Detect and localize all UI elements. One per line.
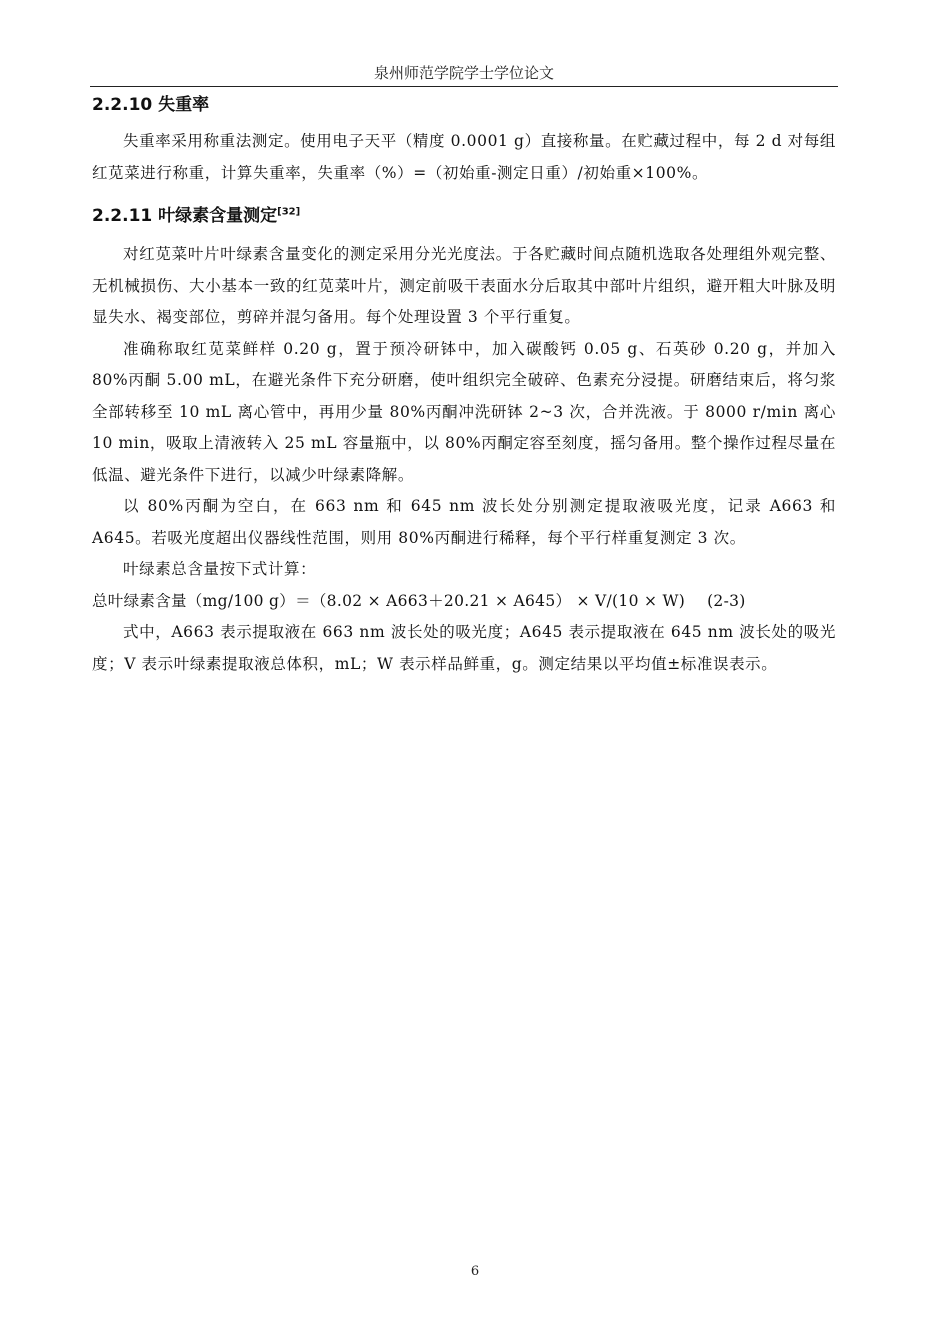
paragraph-measurement: 以 80%丙酮为空白，在 663 nm 和 645 nm 波长处分别测定提取液吸光度，记录 A663 和 A645。若吸光度超出仪器线性范围，则用 80%丙酮进行稀释，每个平行样重复测定 3 次。 — [92, 497, 836, 547]
running-header — [90, 62, 838, 87]
running-header-title: 泉州师范学院学士学位论文 — [373, 64, 554, 82]
citation-ref: [32] — [277, 206, 301, 218]
page-number: 6 — [470, 1264, 480, 1279]
section-heading-text: 2.2.11 叶绿素含量测定 — [92, 206, 278, 226]
paragraph-sampling: 对红苋菜叶片叶绿素含量变化的测定采用分光光度法。于各贮藏时间点随机选取各处理组外观完整、无机械损伤、大小基本一致的红苋菜叶片，测定前吸干表面水分后取其中部叶片组织，避开粗大叶脉及明显失水、褐变部位，剪碎并混匀备用。每个处理设置 3 个平行重复。 — [92, 245, 836, 326]
paragraph-weight-loss-method: 失重率采用称重法测定。使用电子天平（精度 0.0001 g）直接称量。在贮藏过程中，每 2 d 对每组红苋菜进行称重，计算失重率，失重率（%）=（初始重-测定日重）/初始重×100%。 — [92, 132, 836, 182]
formula-expression: 总叶绿素含量（mg/100 g）＝（8.02 × A663＋20.21 × A645） × V/(10 × W) — [92, 591, 686, 610]
section-heading-text: 2.2.10 失重率 — [92, 95, 210, 115]
equation-number: (2-3) — [707, 591, 746, 610]
paragraph-extraction: 准确称取红苋菜鲜样 0.20 g，置于预冷研钵中，加入碳酸钙 0.05 g、石英砂 0.20 g，并加入 80%丙酮 5.00 mL，在避光条件下充分研磨，使叶组织完全破碎、色素充分浸提。研磨结束后，将匀浆全部转移至 10 mL 离心管中，再用少量 80%丙酮冲洗研钵 2~3 次，合并洗液。于 8000 r/min 离心 10 min，吸取上清液转入 25 mL 容量瓶中，以 80%丙酮定容至刻度，摇匀备用。整个操作过程尽量在低温、避光条件下进行，以减少叶绿素降解。 — [92, 339, 836, 484]
section-heading-weight-loss — [92, 92, 836, 118]
page-content — [92, 92, 836, 680]
paragraph-formula-intro: 叶绿素总含量按下式计算： — [123, 560, 317, 578]
chlorophyll-formula — [92, 586, 836, 618]
section-heading-chlorophyll — [92, 203, 836, 229]
paragraph-formula-explanation: 式中，A663 表示提取液在 663 nm 波长处的吸光度；A645 表示提取液在 645 nm 波长处的吸光度；V 表示叶绿素提取液总体积，mL；W 表示样品鲜重，g。测定结果以平均值±标准误表示。 — [92, 623, 836, 673]
